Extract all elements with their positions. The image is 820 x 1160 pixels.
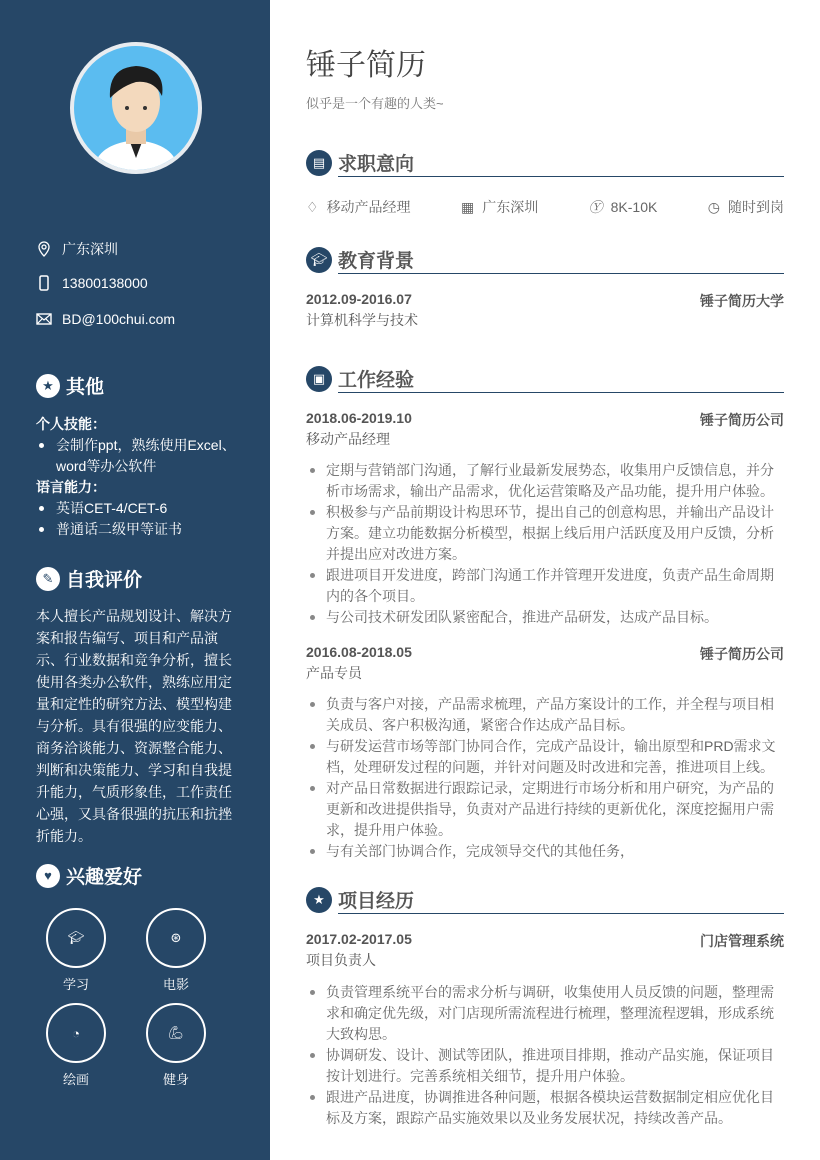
work-entry bbox=[306, 410, 784, 449]
list-item: 负责与客户对接，产品需求梳理，产品方案设计的工作，并全程与项目相关成员、客户积极沟通，紧密合作达成产品目标。 bbox=[306, 694, 776, 736]
education-heading bbox=[306, 247, 784, 277]
education-entry bbox=[306, 291, 784, 330]
list-item: 定期与营销部门沟通，了解行业最新发展势态，收集用户反馈信息，并分析市场需求，输出产品需求，优化运营策略及产品功能，提升用户体验。 bbox=[306, 460, 776, 502]
hobby-fitness bbox=[146, 1003, 206, 1088]
page-title: 锤子简历 bbox=[306, 49, 426, 82]
job-duties bbox=[306, 694, 776, 862]
hobby-label: 电影 bbox=[162, 977, 189, 992]
hobby-movie bbox=[146, 908, 206, 993]
graduation-cap-icon: 🎓︎ bbox=[46, 908, 106, 968]
project-duties bbox=[306, 982, 776, 1129]
list-item: 协调研发、设计、测试等团队，推进项目排期，推动产品实施，保证项目按计划进行。完善系统相关细节，提升用户体验。 bbox=[306, 1045, 776, 1087]
muscle-icon: 💪︎ bbox=[146, 1003, 206, 1063]
sidebar bbox=[0, 0, 270, 1160]
list-item: 与研发运营市场等部门协同合作，完成产品设计，输出原型和PRD需求文档，处理研发过程的问题，并针对问题及时改进和完善，推进项目上线。 bbox=[306, 736, 776, 778]
star-icon: ★ bbox=[36, 374, 60, 398]
list-item: 与有关部门协调合作，完成领导交代的其他任务， bbox=[306, 841, 776, 862]
hobby-painting bbox=[46, 1003, 106, 1088]
job-org: 锤子简历公司 bbox=[700, 646, 784, 662]
evaluation-title: 自我评价 bbox=[66, 570, 143, 591]
tagline: 似乎是一个有趣的人类~ bbox=[306, 96, 444, 111]
phone-text: 13800138000 bbox=[62, 275, 148, 291]
work-entry bbox=[306, 644, 784, 683]
job-date: 2018.06-2019.10 bbox=[306, 410, 412, 426]
document-icon: ▤ bbox=[306, 150, 332, 176]
project-name: 门店管理系统 bbox=[700, 933, 784, 949]
edu-school: 锤子简历大学 bbox=[700, 293, 784, 309]
other-content bbox=[36, 414, 236, 540]
contact-phone bbox=[36, 275, 148, 291]
list-item: 积极参与产品前期设计构思环节，提出自己的创意构思，并输出产品设计方案。建立功能数据分析模型，根据上线后用户活跃度及用户反馈，分析并提出应对改进方案。 bbox=[306, 502, 776, 565]
star-icon: ★ bbox=[306, 887, 332, 913]
other-title: 其他 bbox=[66, 377, 105, 398]
section-title: 教育背景 bbox=[338, 251, 415, 272]
project-role: 项目负责人 bbox=[306, 952, 376, 968]
job-role: 产品专员 bbox=[306, 665, 362, 681]
list-item: 跟进项目开发进度，跨部门沟通工作并管理开发进度，负责产品生命周期内的各个项目。 bbox=[306, 565, 776, 607]
hobby-label: 学习 bbox=[62, 977, 89, 992]
intent-position: 移动产品经理 bbox=[326, 199, 411, 215]
skill-item: 会制作ppt，熟练使用Excel、word等办公软件 bbox=[36, 435, 236, 477]
project-heading bbox=[306, 887, 784, 917]
intent-salary: 8K-10K bbox=[610, 199, 658, 215]
section-title: 求职意向 bbox=[338, 154, 415, 175]
heart-icon: ♥ bbox=[36, 864, 60, 888]
skills-label: 个人技能： bbox=[36, 416, 106, 432]
film-reel-icon: ⊛ bbox=[146, 908, 206, 968]
section-title: 项目经历 bbox=[338, 891, 415, 912]
evaluation-heading bbox=[36, 565, 142, 592]
yen-icon: Ⓨ bbox=[588, 199, 603, 215]
job-org: 锤子简历公司 bbox=[700, 412, 784, 428]
job-intent bbox=[306, 197, 784, 217]
location-pin-icon bbox=[36, 241, 52, 257]
phone-icon bbox=[36, 275, 52, 291]
lang-item: 普通话二级甲等证书 bbox=[36, 519, 236, 540]
intent-city: 广东深圳 bbox=[482, 199, 539, 215]
other-heading bbox=[36, 372, 104, 399]
briefcase-icon: ▣ bbox=[306, 366, 332, 392]
hobby-study bbox=[46, 908, 106, 993]
job-date: 2016.08-2018.05 bbox=[306, 644, 412, 660]
list-item: 与公司技术研发团队紧密配合，推进产品研发，达成产品目标。 bbox=[306, 607, 776, 628]
project-entry bbox=[306, 931, 784, 970]
avatar bbox=[70, 42, 202, 174]
hobbies-title: 兴趣爱好 bbox=[66, 867, 143, 888]
clock-icon: ◷ bbox=[707, 198, 720, 215]
hobbies-heading bbox=[36, 862, 142, 889]
email-text: BD@100chui.com bbox=[62, 311, 176, 327]
project-date: 2017.02-2017.05 bbox=[306, 931, 412, 947]
job-duties bbox=[306, 460, 776, 628]
hobby-label: 绘画 bbox=[62, 1072, 89, 1087]
lang-label: 语言能力： bbox=[36, 479, 106, 495]
section-title: 工作经验 bbox=[338, 370, 415, 391]
location-text: 广东深圳 bbox=[62, 241, 118, 257]
intent-heading bbox=[306, 150, 784, 180]
list-item: 负责管理系统平台的需求分析与调研，收集使用人员反馈的问题，整理需求和确定优先级，对门店现所需流程进行梳理，整理流程逻辑，形成系统大致构思。 bbox=[306, 982, 776, 1045]
lang-item: 英语CET-4/CET-6 bbox=[36, 498, 236, 519]
work-heading bbox=[306, 366, 784, 396]
graduation-cap-icon: 🎓︎ bbox=[306, 247, 332, 273]
contact-email bbox=[36, 311, 175, 327]
intent-availability: 随时到岗 bbox=[727, 199, 784, 215]
job-role: 移动产品经理 bbox=[306, 431, 390, 447]
evaluation-text: 本人擅长产品规划设计、解决方案和报告编写、项目和产品演示、行业数据和竞争分析，擅长使用各类办公软件，熟练应用定量和定性的研究方法、模型构建与分析。具有很强的应变能力、商务洽谈能力、资源整合能力、判断和决策能力、学习和自我提升能力，气质形象佳，工作责任心强，又具备很强的抗压和抗挫折能力。 bbox=[36, 608, 232, 844]
tie-icon: ♢ bbox=[306, 198, 319, 215]
list-item: 跟进产品进度，协调推进各种问题，根据各模块运营数据制定相应优化目标及方案，跟踪产品实施效果以及业务发展状况，持续改善产品。 bbox=[306, 1087, 776, 1129]
list-item: 对产品日常数据进行跟踪记录，定期进行市场分析和用户研究，为产品的更新和改进提供指导，负责对产品进行持续的更新优化，深度挖掘用户需求，提升用户体验。 bbox=[306, 778, 776, 841]
edu-major: 计算机科学与技术 bbox=[306, 312, 418, 328]
building-icon: ▦ bbox=[460, 198, 475, 215]
contact-location bbox=[36, 239, 118, 259]
edu-date: 2012.09-2016.07 bbox=[306, 291, 412, 307]
edit-note-icon: ✎ bbox=[36, 567, 60, 591]
palette-icon: ◔ bbox=[46, 1003, 106, 1063]
hobby-label: 健身 bbox=[162, 1072, 189, 1087]
mail-icon bbox=[36, 311, 52, 327]
